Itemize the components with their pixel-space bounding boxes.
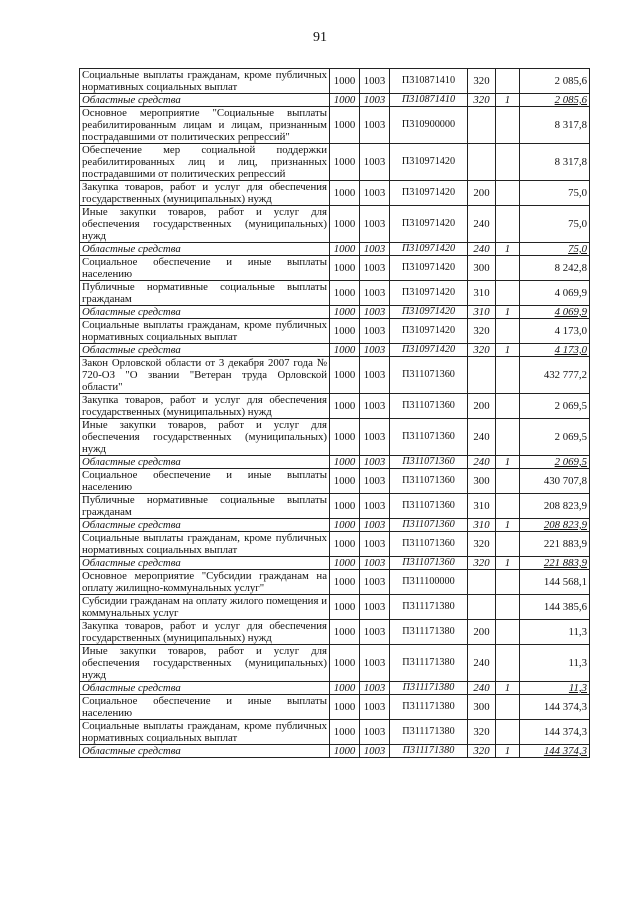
row-expense-type bbox=[468, 144, 496, 181]
row-funding-source bbox=[496, 469, 520, 494]
row-name: Областные средства bbox=[80, 344, 330, 357]
row-subsection: 1003 bbox=[360, 319, 390, 344]
table-row bbox=[80, 532, 590, 557]
row-subsection: 1003 bbox=[360, 620, 390, 645]
table-row bbox=[80, 595, 590, 620]
row-section: 1000 bbox=[330, 469, 360, 494]
row-name: Закупка товаров, работ и услуг для обеспечения государственных (муниципальных) нужд bbox=[80, 620, 330, 645]
table-row bbox=[80, 620, 590, 645]
row-amount: 2 069,5 bbox=[520, 394, 590, 419]
row-expense-type: 320 bbox=[468, 319, 496, 344]
row-target-code: П310871410 bbox=[390, 69, 468, 94]
row-amount: 221 883,9 bbox=[520, 532, 590, 557]
row-section: 1000 bbox=[330, 519, 360, 532]
row-funding-source bbox=[496, 357, 520, 394]
row-funding-source bbox=[496, 69, 520, 94]
row-target-code: П311071360 bbox=[390, 557, 468, 570]
row-name: Социальные выплаты гражданам, кроме публичных нормативных социальных выплат bbox=[80, 532, 330, 557]
row-section: 1000 bbox=[330, 645, 360, 682]
row-section: 1000 bbox=[330, 595, 360, 620]
row-amount: 4 173,0 bbox=[520, 319, 590, 344]
row-amount: 8 317,8 bbox=[520, 144, 590, 181]
row-subsection: 1003 bbox=[360, 181, 390, 206]
row-expense-type: 310 bbox=[468, 306, 496, 319]
row-expense-type bbox=[468, 595, 496, 620]
row-amount: 144 374,3 bbox=[520, 745, 590, 758]
row-section: 1000 bbox=[330, 69, 360, 94]
row-expense-type: 320 bbox=[468, 532, 496, 557]
row-expense-type: 320 bbox=[468, 745, 496, 758]
row-target-code: П310971420 bbox=[390, 181, 468, 206]
table-row bbox=[80, 181, 590, 206]
row-target-code: П310971420 bbox=[390, 206, 468, 243]
row-target-code: П310971420 bbox=[390, 144, 468, 181]
row-target-code: П311171380 bbox=[390, 695, 468, 720]
row-amount: 221 883,9 bbox=[520, 557, 590, 570]
row-amount: 2 085,6 bbox=[520, 69, 590, 94]
table-row bbox=[80, 107, 590, 144]
row-name: Областные средства bbox=[80, 94, 330, 107]
row-name: Основное мероприятие "Субсидии гражданам на оплату жилищно-коммунальных услуг" bbox=[80, 570, 330, 595]
row-funding-source bbox=[496, 181, 520, 206]
row-name: Иные закупки товаров, работ и услуг для обеспечения государственных (муниципальных) нужд bbox=[80, 206, 330, 243]
row-subsection: 1003 bbox=[360, 645, 390, 682]
row-section: 1000 bbox=[330, 682, 360, 695]
row-amount: 144 374,3 bbox=[520, 695, 590, 720]
row-name: Публичные нормативные социальные выплаты гражданам bbox=[80, 281, 330, 306]
row-funding-source bbox=[496, 281, 520, 306]
row-section: 1000 bbox=[330, 243, 360, 256]
row-name: Социальное обеспечение и иные выплаты населению bbox=[80, 469, 330, 494]
row-funding-source bbox=[496, 256, 520, 281]
row-target-code: П310871410 bbox=[390, 94, 468, 107]
row-amount: 11,3 bbox=[520, 620, 590, 645]
row-section: 1000 bbox=[330, 306, 360, 319]
row-name: Закупка товаров, работ и услуг для обеспечения государственных (муниципальных) нужд bbox=[80, 181, 330, 206]
row-target-code: П311171380 bbox=[390, 645, 468, 682]
row-target-code: П310900000 bbox=[390, 107, 468, 144]
table-row-regional-funds bbox=[80, 557, 590, 570]
row-expense-type bbox=[468, 357, 496, 394]
row-amount: 75,0 bbox=[520, 243, 590, 256]
row-name: Социальные выплаты гражданам, кроме публичных нормативных социальных выплат bbox=[80, 720, 330, 745]
page-number: 91 bbox=[313, 30, 327, 45]
row-target-code: П311171380 bbox=[390, 595, 468, 620]
row-section: 1000 bbox=[330, 620, 360, 645]
table-row bbox=[80, 645, 590, 682]
row-section: 1000 bbox=[330, 570, 360, 595]
row-amount: 4 173,0 bbox=[520, 344, 590, 357]
row-subsection: 1003 bbox=[360, 695, 390, 720]
row-section: 1000 bbox=[330, 181, 360, 206]
row-expense-type: 320 bbox=[468, 557, 496, 570]
row-section: 1000 bbox=[330, 281, 360, 306]
row-expense-type: 240 bbox=[468, 419, 496, 456]
row-amount: 4 069,9 bbox=[520, 281, 590, 306]
row-subsection: 1003 bbox=[360, 144, 390, 181]
row-section: 1000 bbox=[330, 494, 360, 519]
row-funding-source bbox=[496, 620, 520, 645]
row-section: 1000 bbox=[330, 357, 360, 394]
table-row-regional-funds bbox=[80, 745, 590, 758]
row-section: 1000 bbox=[330, 144, 360, 181]
row-amount: 11,3 bbox=[520, 645, 590, 682]
row-target-code: П310971420 bbox=[390, 306, 468, 319]
row-subsection: 1003 bbox=[360, 519, 390, 532]
row-section: 1000 bbox=[330, 319, 360, 344]
table-row bbox=[80, 256, 590, 281]
row-funding-source bbox=[496, 419, 520, 456]
row-funding-source bbox=[496, 695, 520, 720]
row-amount: 208 823,9 bbox=[520, 494, 590, 519]
row-section: 1000 bbox=[330, 557, 360, 570]
row-section: 1000 bbox=[330, 745, 360, 758]
row-subsection: 1003 bbox=[360, 107, 390, 144]
row-expense-type: 320 bbox=[468, 94, 496, 107]
row-expense-type: 240 bbox=[468, 645, 496, 682]
row-funding-source: 1 bbox=[496, 94, 520, 107]
row-target-code: П310971420 bbox=[390, 256, 468, 281]
row-funding-source bbox=[496, 720, 520, 745]
row-name: Социальные выплаты гражданам, кроме публичных нормативных социальных выплат bbox=[80, 319, 330, 344]
row-funding-source: 1 bbox=[496, 519, 520, 532]
table-row bbox=[80, 469, 590, 494]
row-section: 1000 bbox=[330, 256, 360, 281]
row-target-code: П311171380 bbox=[390, 745, 468, 758]
row-name: Обеспечение мер социальной поддержки реабилитированных лиц и лиц, признанных пострадавшими от политических репрессий bbox=[80, 144, 330, 181]
row-expense-type: 240 bbox=[468, 682, 496, 695]
row-name: Областные средства bbox=[80, 519, 330, 532]
row-subsection: 1003 bbox=[360, 720, 390, 745]
table-row-regional-funds bbox=[80, 519, 590, 532]
row-target-code: П310971420 bbox=[390, 319, 468, 344]
row-expense-type: 300 bbox=[468, 695, 496, 720]
table-row-regional-funds bbox=[80, 306, 590, 319]
row-subsection: 1003 bbox=[360, 94, 390, 107]
row-funding-source bbox=[496, 595, 520, 620]
row-name: Социальное обеспечение и иные выплаты населению bbox=[80, 695, 330, 720]
table-row bbox=[80, 720, 590, 745]
row-target-code: П310971420 bbox=[390, 281, 468, 306]
row-name: Областные средства bbox=[80, 682, 330, 695]
row-name: Областные средства bbox=[80, 557, 330, 570]
row-name: Социальное обеспечение и иные выплаты населению bbox=[80, 256, 330, 281]
row-subsection: 1003 bbox=[360, 557, 390, 570]
table-row bbox=[80, 419, 590, 456]
table-row-regional-funds bbox=[80, 243, 590, 256]
row-target-code: П311071360 bbox=[390, 494, 468, 519]
row-subsection: 1003 bbox=[360, 419, 390, 456]
row-subsection: 1003 bbox=[360, 745, 390, 758]
row-target-code: П311071360 bbox=[390, 394, 468, 419]
row-section: 1000 bbox=[330, 94, 360, 107]
row-subsection: 1003 bbox=[360, 344, 390, 357]
row-funding-source: 1 bbox=[496, 243, 520, 256]
row-section: 1000 bbox=[330, 532, 360, 557]
row-section: 1000 bbox=[330, 419, 360, 456]
row-subsection: 1003 bbox=[360, 69, 390, 94]
row-name: Областные средства bbox=[80, 306, 330, 319]
row-expense-type: 240 bbox=[468, 243, 496, 256]
row-name: Социальные выплаты гражданам, кроме публичных нормативных социальных выплат bbox=[80, 69, 330, 94]
row-amount: 430 707,8 bbox=[520, 469, 590, 494]
table-row-regional-funds bbox=[80, 94, 590, 107]
row-subsection: 1003 bbox=[360, 682, 390, 695]
row-target-code: П311171380 bbox=[390, 682, 468, 695]
row-target-code: П311071360 bbox=[390, 456, 468, 469]
table-row bbox=[80, 206, 590, 243]
table-row bbox=[80, 570, 590, 595]
row-name: Субсидии гражданам на оплату жилого помещения и коммунальных услуг bbox=[80, 595, 330, 620]
table-row bbox=[80, 357, 590, 394]
row-expense-type: 320 bbox=[468, 720, 496, 745]
row-amount: 208 823,9 bbox=[520, 519, 590, 532]
row-target-code: П311100000 bbox=[390, 570, 468, 595]
table-row bbox=[80, 69, 590, 94]
row-funding-source: 1 bbox=[496, 306, 520, 319]
row-name: Закупка товаров, работ и услуг для обеспечения государственных (муниципальных) нужд bbox=[80, 394, 330, 419]
row-subsection: 1003 bbox=[360, 469, 390, 494]
table-row-regional-funds bbox=[80, 682, 590, 695]
row-target-code: П311071360 bbox=[390, 469, 468, 494]
row-name: Публичные нормативные социальные выплаты гражданам bbox=[80, 494, 330, 519]
row-subsection: 1003 bbox=[360, 494, 390, 519]
row-subsection: 1003 bbox=[360, 281, 390, 306]
row-amount: 8 317,8 bbox=[520, 107, 590, 144]
table-row-regional-funds bbox=[80, 456, 590, 469]
row-amount: 2 069,5 bbox=[520, 456, 590, 469]
row-funding-source bbox=[496, 494, 520, 519]
row-target-code: П311071360 bbox=[390, 532, 468, 557]
row-subsection: 1003 bbox=[360, 256, 390, 281]
row-amount: 432 777,2 bbox=[520, 357, 590, 394]
row-target-code: П310971420 bbox=[390, 243, 468, 256]
row-amount: 75,0 bbox=[520, 181, 590, 206]
table-row-regional-funds bbox=[80, 344, 590, 357]
row-expense-type: 200 bbox=[468, 181, 496, 206]
row-name: Иные закупки товаров, работ и услуг для обеспечения государственных (муниципальных) нужд bbox=[80, 645, 330, 682]
row-subsection: 1003 bbox=[360, 306, 390, 319]
row-name: Закон Орловской области от 3 декабря 2007 года № 720-ОЗ "О звании "Ветеран труда Орловской области" bbox=[80, 357, 330, 394]
row-funding-source bbox=[496, 206, 520, 243]
row-subsection: 1003 bbox=[360, 243, 390, 256]
row-section: 1000 bbox=[330, 206, 360, 243]
row-section: 1000 bbox=[330, 344, 360, 357]
row-expense-type: 310 bbox=[468, 494, 496, 519]
row-subsection: 1003 bbox=[360, 456, 390, 469]
row-expense-type: 200 bbox=[468, 620, 496, 645]
table-row bbox=[80, 319, 590, 344]
row-subsection: 1003 bbox=[360, 357, 390, 394]
row-expense-type: 310 bbox=[468, 519, 496, 532]
row-subsection: 1003 bbox=[360, 206, 390, 243]
row-section: 1000 bbox=[330, 456, 360, 469]
row-funding-source: 1 bbox=[496, 344, 520, 357]
row-funding-source bbox=[496, 319, 520, 344]
row-name: Областные средства bbox=[80, 745, 330, 758]
row-name: Основное мероприятие "Социальные выплаты реабилитированным лицам и лицам, признанным пострадавшими от политических репрессий" bbox=[80, 107, 330, 144]
row-amount: 4 069,9 bbox=[520, 306, 590, 319]
row-amount: 144 568,1 bbox=[520, 570, 590, 595]
row-name: Областные средства bbox=[80, 456, 330, 469]
row-target-code: П311171380 bbox=[390, 720, 468, 745]
row-expense-type: 240 bbox=[468, 206, 496, 243]
row-amount: 144 385,6 bbox=[520, 595, 590, 620]
row-funding-source: 1 bbox=[496, 682, 520, 695]
row-subsection: 1003 bbox=[360, 595, 390, 620]
row-funding-source bbox=[496, 570, 520, 595]
row-name: Областные средства bbox=[80, 243, 330, 256]
row-target-code: П311171380 bbox=[390, 620, 468, 645]
row-amount: 2 069,5 bbox=[520, 419, 590, 456]
row-expense-type: 310 bbox=[468, 281, 496, 306]
table-row bbox=[80, 394, 590, 419]
table-row bbox=[80, 144, 590, 181]
row-target-code: П311071360 bbox=[390, 419, 468, 456]
row-funding-source bbox=[496, 107, 520, 144]
row-funding-source bbox=[496, 532, 520, 557]
row-section: 1000 bbox=[330, 394, 360, 419]
table-row bbox=[80, 281, 590, 306]
row-expense-type bbox=[468, 107, 496, 144]
budget-table bbox=[79, 68, 590, 758]
row-amount: 8 242,8 bbox=[520, 256, 590, 281]
row-subsection: 1003 bbox=[360, 532, 390, 557]
row-funding-source: 1 bbox=[496, 745, 520, 758]
row-target-code: П310971420 bbox=[390, 344, 468, 357]
row-expense-type: 200 bbox=[468, 394, 496, 419]
row-expense-type: 320 bbox=[468, 344, 496, 357]
row-funding-source bbox=[496, 144, 520, 181]
row-amount: 75,0 bbox=[520, 206, 590, 243]
row-subsection: 1003 bbox=[360, 570, 390, 595]
row-amount: 2 085,6 bbox=[520, 94, 590, 107]
table-row bbox=[80, 695, 590, 720]
row-subsection: 1003 bbox=[360, 394, 390, 419]
row-expense-type: 240 bbox=[468, 456, 496, 469]
row-funding-source bbox=[496, 645, 520, 682]
row-amount: 144 374,3 bbox=[520, 720, 590, 745]
row-name: Иные закупки товаров, работ и услуг для обеспечения государственных (муниципальных) нужд bbox=[80, 419, 330, 456]
row-section: 1000 bbox=[330, 107, 360, 144]
row-expense-type: 320 bbox=[468, 69, 496, 94]
row-target-code: П311071360 bbox=[390, 357, 468, 394]
row-section: 1000 bbox=[330, 720, 360, 745]
row-target-code: П311071360 bbox=[390, 519, 468, 532]
row-funding-source: 1 bbox=[496, 557, 520, 570]
row-expense-type bbox=[468, 570, 496, 595]
row-funding-source bbox=[496, 394, 520, 419]
row-section: 1000 bbox=[330, 695, 360, 720]
row-amount: 11,3 bbox=[520, 682, 590, 695]
row-expense-type: 300 bbox=[468, 469, 496, 494]
row-expense-type: 300 bbox=[468, 256, 496, 281]
table-row bbox=[80, 494, 590, 519]
row-funding-source: 1 bbox=[496, 456, 520, 469]
